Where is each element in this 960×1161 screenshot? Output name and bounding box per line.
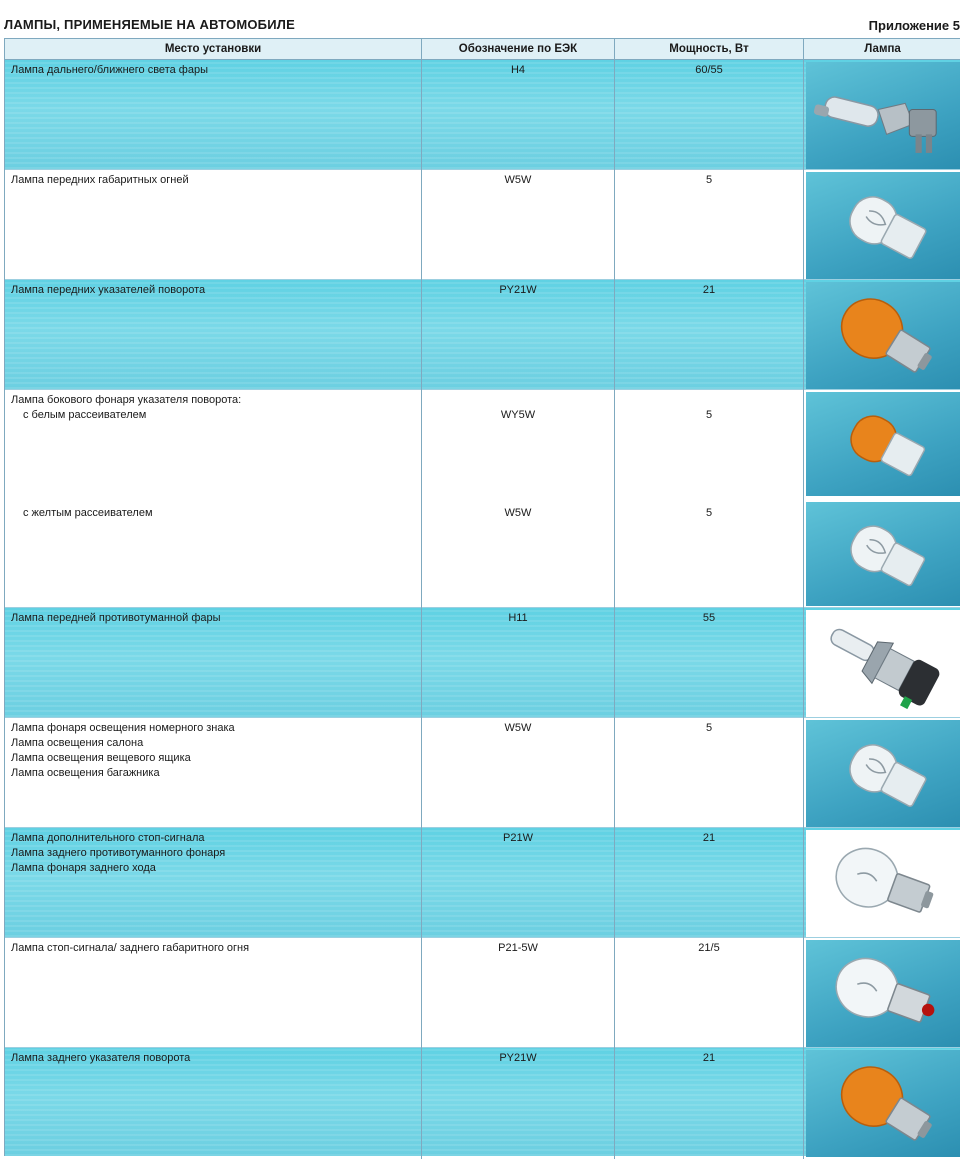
column-header-lamp: Лампа	[864, 43, 901, 55]
table-row	[5, 170, 960, 280]
place-cell	[5, 280, 422, 391]
table-header	[5, 39, 960, 60]
place-text: Лампа освещения вещевого ящика	[11, 752, 191, 764]
table-row	[5, 938, 960, 1048]
page-title: ЛАМПЫ, ПРИМЕНЯЕМЫЕ НА АВТОМОБИЛЕ	[4, 17, 295, 32]
wedge-amber-icon	[806, 392, 960, 496]
place-text: Лампа бокового фонаря указателя поворота:	[11, 394, 242, 406]
place-cell	[5, 938, 422, 1049]
halogen-h11-icon	[806, 610, 960, 717]
code-cell: P21W	[422, 828, 615, 939]
code-cell: PY21W	[422, 280, 615, 391]
column-header-place: Место установки	[5, 39, 422, 59]
place-cell	[5, 718, 422, 829]
lamp-cell	[804, 170, 960, 281]
wedge-clear-icon	[806, 720, 960, 827]
place-text: Лампа заднего противотуманного фонаря	[11, 847, 226, 859]
lamps-table	[4, 38, 960, 1156]
place-cell	[5, 170, 422, 281]
clear-bayonet-icon	[806, 830, 960, 937]
code-cell: H4	[422, 60, 615, 171]
code-cell: H11	[422, 608, 615, 719]
place-text: Лампа дополнительного стоп-сигнала	[11, 832, 205, 844]
lamp-cell	[804, 1048, 960, 1159]
place-text: Лампа дальнего/ближнего света фары	[11, 64, 208, 76]
place-text: Лампа освещения багажника	[11, 767, 160, 779]
table-row	[5, 718, 960, 828]
place-text: Лампа передней противотуманной фары	[11, 612, 221, 624]
table-row	[5, 280, 960, 390]
lamp-cell	[804, 828, 960, 939]
place-text: с желтым рассеивателем	[23, 507, 153, 519]
place-text: Лампа фонаря заднего хода	[11, 862, 156, 874]
place-text: с белым рассеивателем	[23, 409, 147, 421]
place-text: Лампа фонаря освещения номерного знака	[11, 722, 235, 734]
code-cell	[422, 390, 615, 608]
place-cell	[5, 390, 422, 608]
lamp-cell	[804, 280, 960, 391]
column-header-code: Обозначение по ЕЭК	[422, 39, 615, 59]
power-cell: 5	[615, 718, 804, 829]
power-cell: 21	[615, 280, 804, 391]
power-cell: 21	[615, 1048, 804, 1159]
wedge-clear-icon	[806, 502, 960, 606]
code-cell: W5W	[422, 170, 615, 281]
table-row	[5, 390, 960, 608]
place-cell	[5, 60, 422, 171]
place-text: Лампа передних указателей поворота	[11, 284, 206, 296]
power-cell: 21/5	[615, 938, 804, 1049]
lamp-cell	[804, 608, 960, 719]
code-cell: P21-5W	[422, 938, 615, 1049]
appendix-label: Приложение 5	[868, 18, 960, 33]
wedge-clear-icon	[806, 172, 960, 279]
place-cell	[5, 828, 422, 939]
table-row	[5, 608, 960, 718]
power-cell: 60/55	[615, 60, 804, 171]
place-text: Лампа стоп-сигнала/ заднего габаритного огня	[11, 942, 250, 954]
power-cell	[615, 390, 804, 608]
place-cell	[5, 1048, 422, 1159]
lamp-cell	[804, 718, 960, 829]
place-cell	[5, 608, 422, 719]
code-cell: W5W	[422, 718, 615, 829]
table-row	[5, 1048, 960, 1156]
place-text: Лампа передних габаритных огней	[11, 174, 189, 186]
code-cell: PY21W	[422, 1048, 615, 1159]
halogen-h4-icon	[806, 62, 960, 169]
power-cell: 55	[615, 608, 804, 719]
clear-bayonet-double-icon	[806, 940, 960, 1047]
place-text: Лампа освещения салона	[11, 737, 144, 749]
lamp-cell	[804, 390, 960, 608]
power-text: 5	[705, 507, 713, 519]
column-header-power: Мощность, Вт	[615, 39, 804, 59]
place-text: Лампа заднего указателя поворота	[11, 1052, 191, 1064]
amber-bayonet-icon	[806, 282, 960, 389]
lamp-cell	[804, 60, 960, 171]
table-row	[5, 60, 960, 170]
code-text: WY5W	[500, 409, 536, 421]
power-cell: 5	[615, 170, 804, 281]
power-text: 5	[705, 409, 713, 421]
lamp-cell	[804, 938, 960, 1049]
amber-bayonet-icon	[806, 1050, 960, 1157]
table-row	[5, 828, 960, 938]
code-text: W5W	[504, 507, 532, 519]
power-cell: 21	[615, 828, 804, 939]
